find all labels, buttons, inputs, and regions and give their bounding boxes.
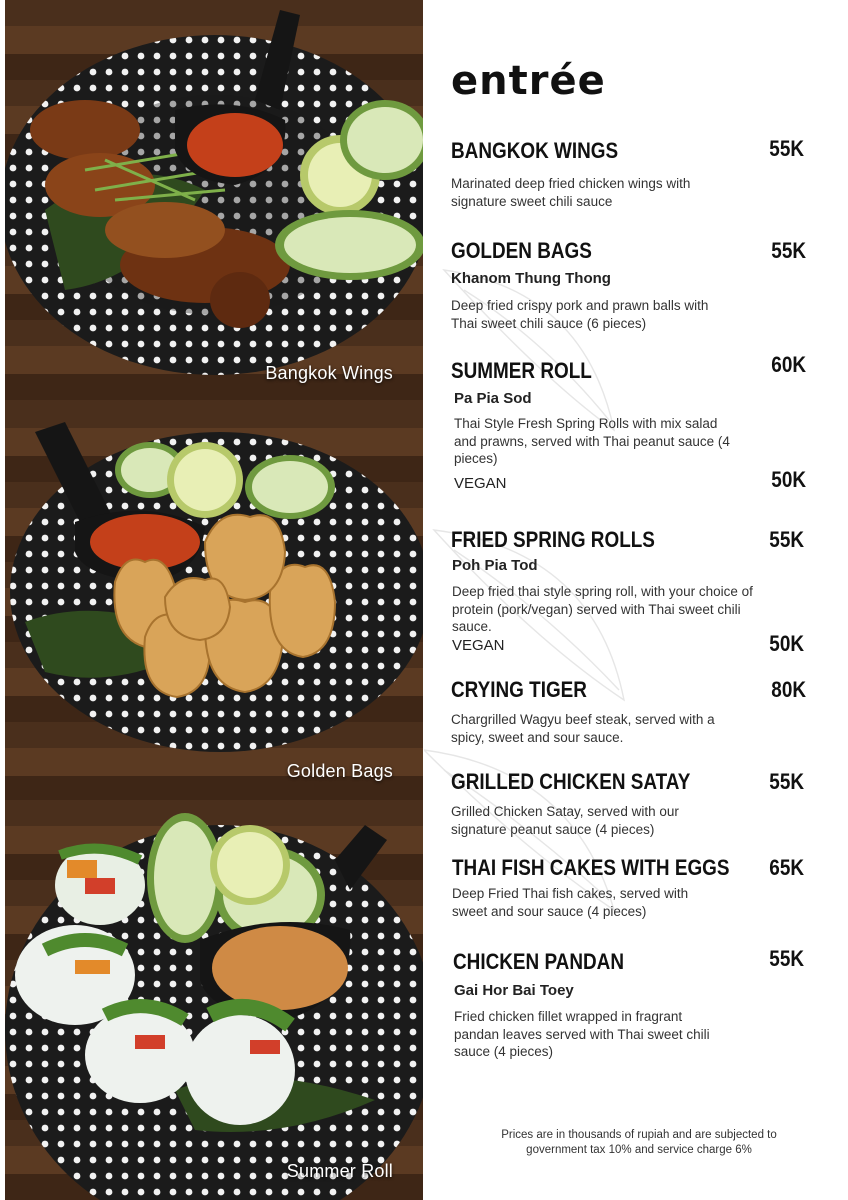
item-subtitle-summer-roll: Pa Pia Sod [454, 390, 532, 407]
item-price-fried-spring-rolls: 55K [769, 527, 804, 552]
item-name-bangkok-wings: BANGKOK WINGS [451, 138, 619, 163]
item-price-thai-fish-cakes: 65K [769, 855, 804, 880]
photo-column [5, 0, 423, 1200]
item-price-grilled-chicken-satay: 55K [769, 769, 804, 794]
item-price-chicken-pandan: 55K [769, 946, 804, 971]
item-desc-crying-tiger: Chargrilled Wagyu beef steak, served with a spicy, sweet and sour sauce. [451, 712, 715, 745]
item-vegan-summer-roll: VEGAN [454, 475, 507, 492]
item-price-summer-roll: 60K [771, 352, 806, 377]
item-price-crying-tiger: 80K [771, 677, 806, 702]
item-desc-fried-spring-rolls: Deep fried thai style spring roll, with your choice of protein (pork/vegan) served with Thai sweet chili sauce. [452, 584, 753, 634]
item-desc-thai-fish-cakes: Deep Fried Thai fish cakes, served with sweet and sour sauce (4 pieces) [452, 886, 689, 919]
item-price-golden-bags: 55K [771, 238, 806, 263]
item-subtitle-golden-bags: Khanom Thung Thong [451, 270, 611, 287]
item-vegan-price-fried-spring-rolls: 50K [769, 631, 804, 656]
item-subtitle-fried-spring-rolls: Poh Pia Tod [452, 557, 538, 574]
item-desc-bangkok-wings: Marinated deep fried chicken wings with signature sweet chili sauce [451, 176, 691, 209]
photo-summer-roll [5, 800, 423, 1200]
item-name-golden-bags: GOLDEN BAGS [451, 238, 592, 263]
item-vegan-fried-spring-rolls: VEGAN [452, 637, 505, 654]
item-vegan-price-summer-roll: 50K [771, 467, 806, 492]
item-name-fried-spring-rolls: FRIED SPRING ROLLS [451, 527, 655, 552]
item-desc-golden-bags: Deep fried crispy pork and prawn balls with Thai sweet chili sauce (6 pieces) [451, 298, 709, 331]
photo-golden-bags [5, 402, 423, 800]
item-desc-summer-roll: Thai Style Fresh Spring Rolls with mix salad and prawns, served with Thai peanut sauce (4 pieces) [454, 416, 730, 466]
photo-label-summer-roll: Summer Roll [286, 1161, 393, 1181]
item-subtitle-chicken-pandan: Gai Hor Bai Toey [454, 982, 574, 999]
item-name-thai-fish-cakes: THAI FISH CAKES WITH EGGS [452, 855, 730, 880]
photo-bangkok-wings [5, 0, 423, 402]
item-desc-chicken-pandan: Fried chicken fillet wrapped in fragrant pandan leaves served with Thai sweet chili sauce (4 pieces) [454, 1009, 710, 1059]
item-name-crying-tiger: CRYING TIGER [451, 677, 587, 702]
item-name-grilled-chicken-satay: GRILLED CHICKEN SATAY [451, 769, 691, 794]
item-desc-grilled-chicken-satay: Grilled Chicken Satay, served with our signature peanut sauce (4 pieces) [451, 804, 679, 837]
item-price-bangkok-wings: 55K [769, 136, 804, 161]
item-name-chicken-pandan: CHICKEN PANDAN [453, 949, 624, 974]
item-name-summer-roll: SUMMER ROLL [451, 358, 592, 383]
photo-label-golden-bags: Golden Bags [286, 761, 393, 781]
section-heading: entrée [451, 58, 606, 104]
footer-note: Prices are in thousands of rupiah and are subjected to government tax 10% and service charge 6% [501, 1129, 777, 1156]
photo-label-bangkok-wings: Bangkok Wings [265, 363, 393, 383]
menu-panel [424, 0, 848, 1200]
